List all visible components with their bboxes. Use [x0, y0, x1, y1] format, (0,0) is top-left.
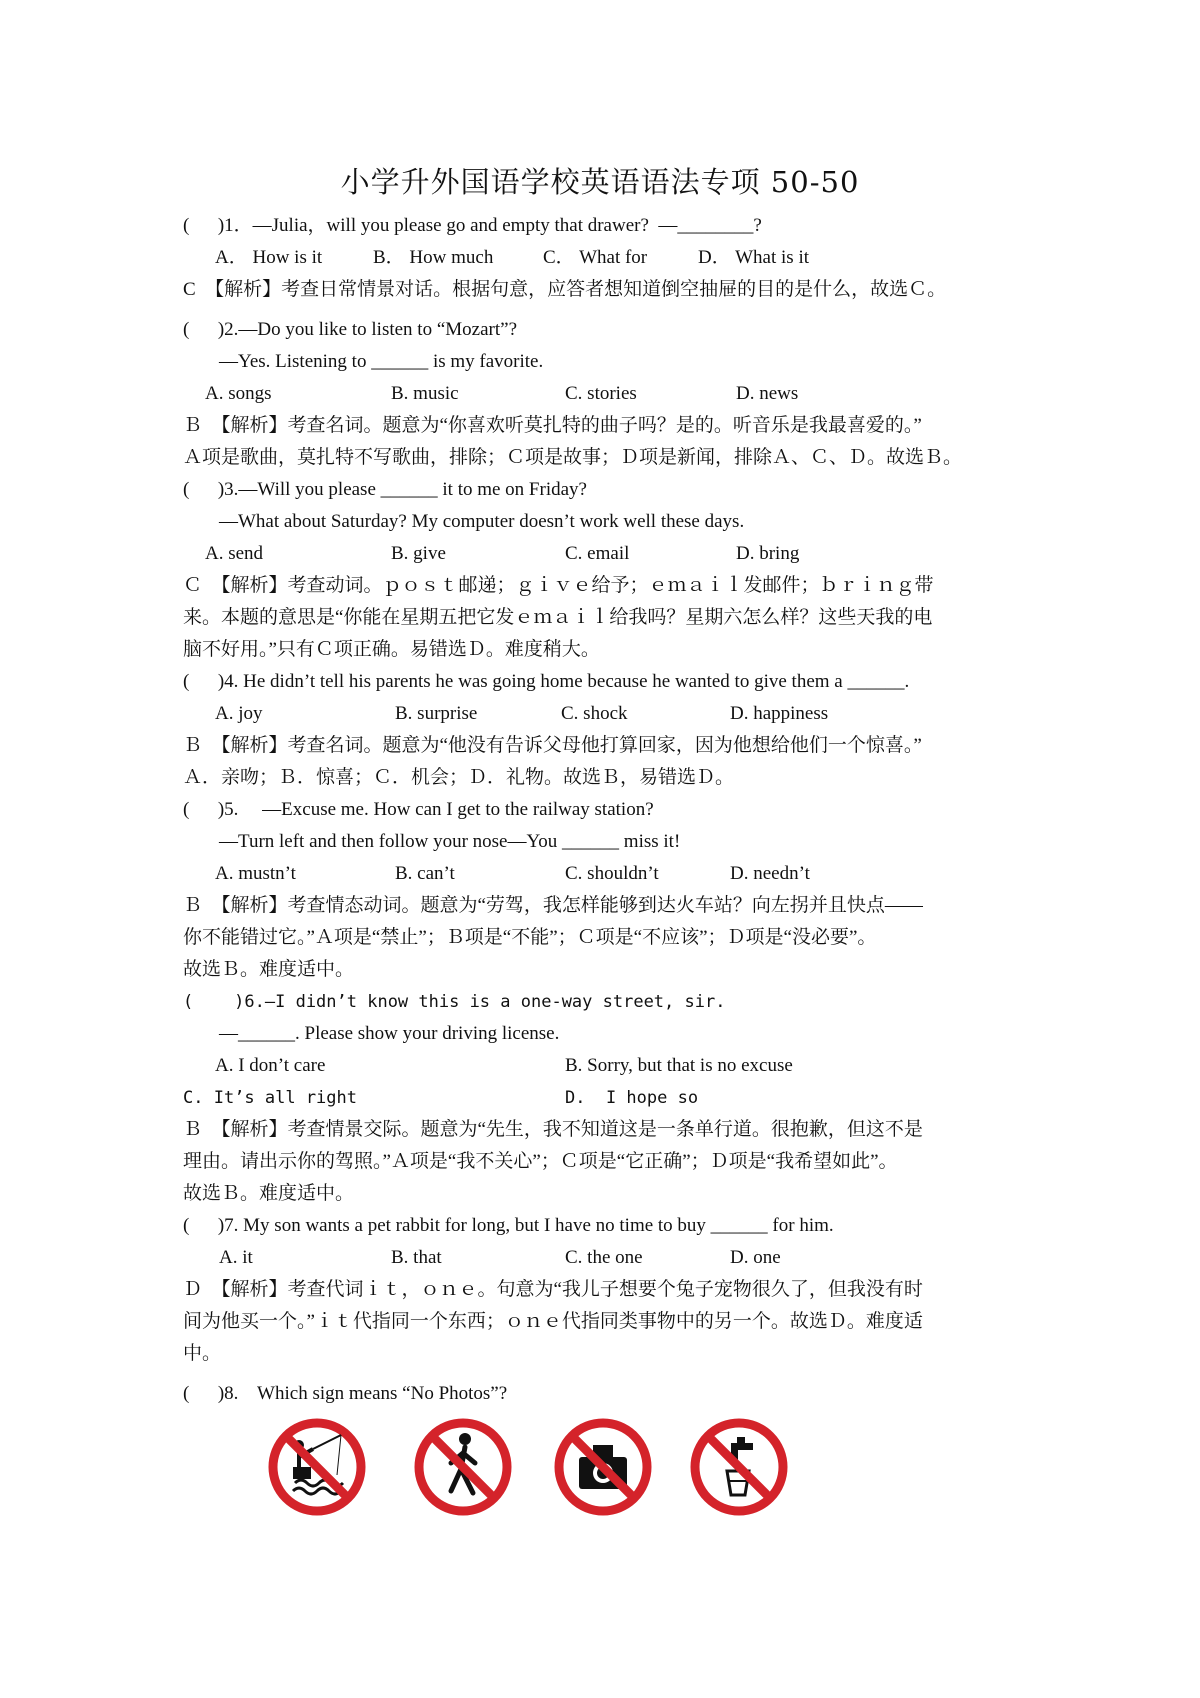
question-5-analysis-line-2: 你不能错过它。”Ａ项是“禁止”；Ｂ项是“不能”；Ｃ项是“不应该”；Ｄ项是“没必要”。: [183, 927, 877, 948]
option-a: A. mustn’t: [215, 863, 296, 884]
question-4-analysis-line-1: Ｂ 【解析】考查名词。题意为“他没有告诉父母他打算回家，因为他想给他们一个惊喜。”: [183, 735, 922, 756]
question-3-analysis-line-2: 来。本题的意思是“你能在星期五把它发ｅｍａｉｌ给我吗？星期六怎么样？这些天我的电: [183, 607, 933, 628]
no-drinking-water-sign-icon: [687, 1405, 791, 1529]
question-3-stem: ( )3.—Will you please ______ it to me on Friday?: [183, 479, 587, 500]
question-7-analysis-line-1: Ｄ 【解析】考查代词ｉｔ，ｏｎｅ。句意为“我儿子想要个兔子宠物很久了，但我没有时: [183, 1279, 923, 1300]
question-3-stem-reply: —What about Saturday? My computer doesn’t work well these days.: [219, 511, 745, 532]
question-1-analysis: C 【解析】考查日常情景对话。根据句意，应答者想知道倒空抽屉的目的是什么，故选Ｃ。: [183, 279, 947, 300]
question-5-analysis-line-3: 故选Ｂ。难度适中。: [183, 959, 355, 980]
option-b: B． How much: [373, 247, 494, 268]
option-d: D. one: [730, 1247, 781, 1268]
question-6-options-row-1: [183, 1050, 1033, 1082]
option-b: B. music: [391, 383, 459, 404]
option-b: B. give: [391, 543, 446, 564]
question-3-analysis-line-3: 脑不好用。”只有Ｃ项正确。易错选Ｄ。难度稍大。: [183, 639, 600, 660]
option-d: D. needn’t: [730, 863, 810, 884]
question-7-options: [183, 1242, 1033, 1274]
question-4-analysis-line-2: Ａ．亲吻；Ｂ．惊喜；Ｃ．机会；Ｄ．礼物。故选Ｂ，易错选Ｄ。: [183, 767, 735, 788]
question-3-analysis-line-1: Ｃ 【解析】考查动词。ｐｏｓｔ邮递；ｇｉｖｅ给予；ｅｍａｉｌ发邮件；ｂｒｉｎｇ带: [183, 575, 934, 596]
question-4-stem: ( )4. He didn’t tell his parents he was going home because he wanted to give them a ______.: [183, 671, 910, 692]
question-6-analysis-line-2: 理由。请出示你的驾照。”Ａ项是“我不关心”；Ｃ项是“它正确”；Ｄ项是“我希望如此”。: [183, 1151, 898, 1172]
question-6-options-row-2: [183, 1082, 1033, 1114]
question-2-stem-reply: —Yes. Listening to ______ is my favorite.: [219, 351, 544, 372]
question-5-stem: ( )5. —Excuse me. How can I get to the railway station?: [183, 799, 654, 820]
question-2-analysis-line-1: Ｂ 【解析】考查名词。题意为“你喜欢听莫扎特的曲子吗？是的。听音乐是我最喜爱的。”: [183, 415, 922, 436]
option-d: D. happiness: [730, 703, 829, 724]
option-c: C． What for: [543, 247, 648, 268]
question-4-options: [183, 698, 1033, 730]
question-7-analysis-line-3: 中。: [183, 1343, 222, 1364]
question-2-options: [183, 378, 1033, 410]
option-d: D. I hope so: [565, 1088, 699, 1108]
page-title: 小学升外国语学校英语语法专项 50-50: [340, 165, 860, 199]
option-c: C. shock: [561, 703, 628, 724]
option-a: A. I don’t care: [215, 1055, 326, 1076]
option-c: C. shouldn’t: [565, 863, 659, 884]
option-c: C. the one: [565, 1247, 643, 1268]
question-5-options: [183, 858, 1033, 890]
option-b: B. surprise: [395, 703, 478, 724]
option-a: A. it: [219, 1247, 253, 1268]
question-6-analysis-line-1: Ｂ 【解析】考查情景交际。题意为“先生，我不知道这是一条单行道。很抱歉，但这不是: [183, 1119, 923, 1140]
question-7-stem: ( )7. My son wants a pet rabbit for long, but I have no time to buy ______ for him.: [183, 1215, 834, 1236]
question-1-stem: ( )1．—Julia，will you please go and empty that drawer? —________?: [183, 215, 762, 236]
question-3-options: [183, 538, 1033, 570]
no-photos-sign-icon: [551, 1405, 655, 1529]
question-2-stem: ( )2.—Do you like to listen to “Mozart”?: [183, 319, 518, 340]
option-c: C. stories: [565, 383, 637, 404]
no-fishing-sign-icon: [265, 1405, 369, 1529]
question-6-analysis-line-3: 故选Ｂ。难度适中。: [183, 1183, 355, 1204]
option-a: A. joy: [215, 703, 263, 724]
option-b: B. Sorry, but that is no excuse: [565, 1055, 793, 1076]
question-2-analysis-line-2: Ａ项是歌曲，莫扎特不写歌曲，排除；Ｃ项是故事；Ｄ项是新闻，排除Ａ、Ｃ、Ｄ。故选Ｂ。: [183, 447, 963, 468]
question-7-analysis-line-2: 间为他买一个。”ｉｔ代指同一个东西；ｏｎｅ代指同类事物中的另一个。故选Ｄ。难度适: [183, 1311, 923, 1332]
option-a: A. songs: [205, 383, 272, 404]
question-list: [183, 210, 1033, 1410]
option-d: D. bring: [736, 543, 800, 564]
no-walking-sign-icon: [411, 1405, 515, 1529]
option-d: D. news: [736, 383, 799, 404]
option-c: C. It’s all right: [183, 1088, 357, 1108]
option-d: D． What is it: [698, 247, 810, 268]
question-5-stem-reply: —Turn left and then follow your nose—You ______ miss it!: [219, 831, 681, 852]
option-c: C. email: [565, 543, 630, 564]
option-a: A． How is it: [215, 247, 323, 268]
question-8-stem: ( )8. Which sign means “No Photos”?: [183, 1383, 508, 1404]
option-b: B. can’t: [395, 863, 455, 884]
question-5-analysis-line-1: Ｂ 【解析】考查情态动词。题意为“劳驾，我怎样能够到达火车站？向左拐并且快点——: [183, 895, 923, 916]
sign-options: [265, 1405, 825, 1535]
option-b: B. that: [391, 1247, 442, 1268]
option-a: A. send: [205, 543, 264, 564]
question-6-stem-reply: —______. Please show your driving license.: [219, 1023, 560, 1044]
question-6-stem: ( )6.—I didn’t know this is a one-way street, sir.: [183, 992, 726, 1012]
question-1-options: [183, 242, 1033, 274]
